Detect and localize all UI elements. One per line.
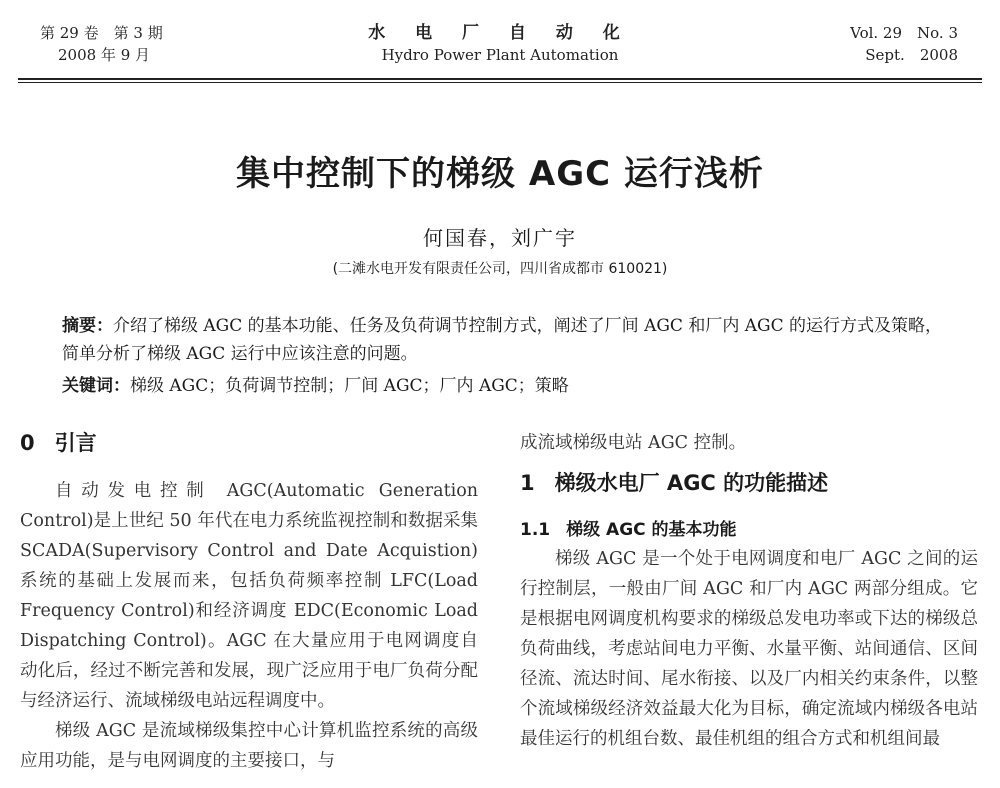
subsection-title: 梯级 AGC 的基本功能	[566, 520, 737, 540]
keywords	[62, 372, 952, 400]
continued-paragraph: 成流域梯级电站 AGC 控制。	[520, 433, 747, 453]
header-rule	[18, 78, 982, 80]
intro-paragraph-2: 梯级 AGC 是流域梯级集控中心计算机监控系统的高级应用功能，是与电网调度的主要接口，与	[20, 721, 478, 771]
keywords-label: 关键词：	[62, 376, 130, 396]
section-heading-1	[520, 468, 978, 498]
issue-date: 2008 年 9 月	[58, 46, 151, 64]
volume-issue-en: Vol. 29 No. 3	[850, 24, 958, 42]
function-paragraph-1: 梯级 AGC 是一个处于电网调度和电厂 AGC 之间的运行控制层，一般由厂间 AGC 和厂内 AGC 两部分组成。它是根据电网调度机构要求的梯级总发电功率或下达的梯级总负荷曲线，考虑站间电力平衡、水量平衡、站间通信、区间径流、流达时间、尾水衔接、以及厂内相关约束条件，以整个流域梯级经济效益最大化为目标，确定流域内梯级各电站最佳运行的机组台数、最佳机组的组合方式和机组间最	[520, 549, 978, 749]
journal-name-en: Hydro Power Plant Automation	[381, 46, 619, 64]
subsection-number: 1.1	[520, 520, 551, 540]
left-column	[20, 428, 478, 776]
section-number: 0	[20, 431, 35, 455]
keywords-text: 梯级 AGC；负荷调节控制；厂间 AGC；厂内 AGC；策略	[130, 376, 569, 396]
journal-name-cn: 水 电 厂 自 动 化	[368, 23, 632, 43]
abstract-label: 摘要：	[62, 316, 113, 336]
subsection-heading-1-1	[520, 516, 978, 544]
article-title: 集中控制下的梯级 AGC 运行浅析	[236, 154, 764, 194]
volume-issue: 第 29 卷 第 3 期	[40, 24, 163, 42]
section-title: 梯级水电厂 AGC 的功能描述	[554, 471, 829, 495]
intro-paragraph-1: 自动发电控制 AGC(Automatic Generation Control)是上世纪 50 年代在电力系统监视控制和数据采集 SCADA(Supervisory Control and Date Acquistion)系统的基础上发展而来，包括负荷频率控制 LFC(Load Frequency Control)和经济调度 EDC(Economic Load Dispatching Control)。AGC 在大量应用于电网调度自动化后，经过不断完善和发展，现广泛应用于电厂负荷分配与经济运行、流域梯级电站远程调度中。	[20, 481, 478, 711]
section-title: 引言	[54, 431, 97, 455]
author-affiliation: (二滩水电开发有限责任公司，四川省成都市 610021)	[332, 261, 668, 277]
journal-issue-info-en	[850, 22, 958, 66]
abstract-text: 介绍了梯级 AGC 的基本功能、任务及负荷调节控制方式，阐述了厂间 AGC 和厂内 AGC 的运行方式及策略，简单分析了梯级 AGC 运行中应该注意的问题。	[62, 316, 943, 364]
abstract	[62, 312, 952, 368]
issue-date-en: Sept. 2008	[865, 46, 958, 64]
header-rule-thin	[18, 82, 982, 83]
section-heading-intro	[20, 428, 478, 458]
section-number: 1	[520, 471, 535, 495]
right-column	[520, 428, 978, 754]
article-authors: 何国春，刘广宇	[423, 226, 577, 250]
